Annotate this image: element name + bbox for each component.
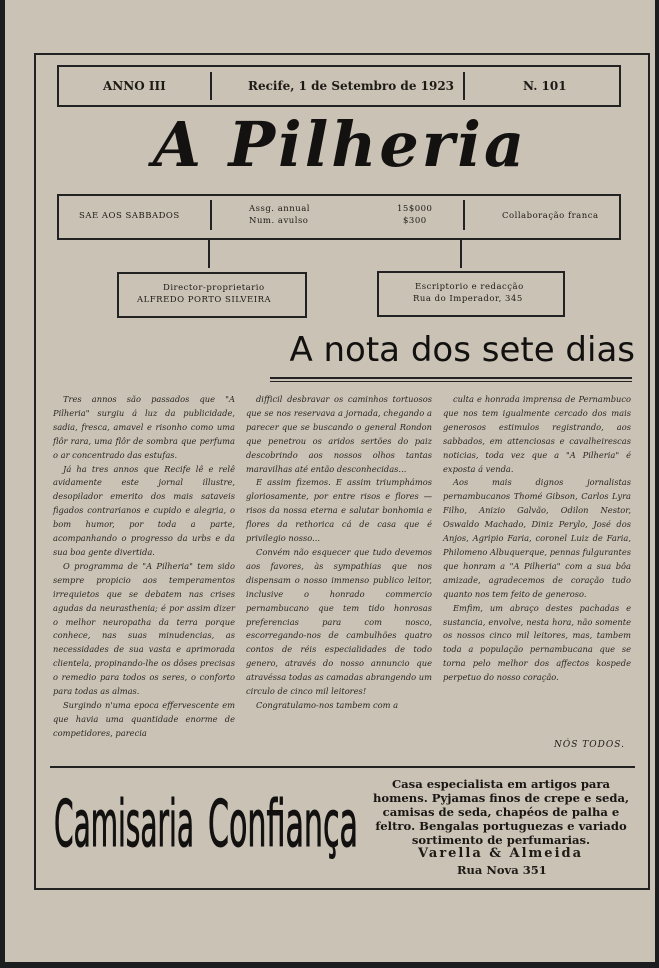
headline-rule bbox=[270, 381, 632, 382]
advertisement-firm: Varella & Almeida bbox=[418, 846, 584, 861]
date-label: Recife, 1 de Setembro de 1923 bbox=[248, 79, 455, 93]
masthead-divider bbox=[210, 72, 212, 100]
issue-number: N. 101 bbox=[523, 79, 567, 93]
headline-rule bbox=[270, 377, 632, 379]
annual-label: Assg. annual bbox=[249, 204, 310, 214]
article-column-3 bbox=[443, 393, 631, 685]
article-column-2 bbox=[246, 393, 432, 713]
newspaper-page bbox=[5, 0, 655, 962]
column-2-paragraph: Congratulamo-nos tambem com a bbox=[256, 699, 399, 710]
column-2-paragraph: Convém não esquecer que tudo devemos aos favores, às sympathias que nos dispensam o nosso immenso publico leitor, inclusive o honrado commercio pernambucano que tem tido honrosas preferencias para com nosco, escorregando-nos de cambulhões quatro contos de réis especialidades de todo genero, através do nosso annuncio que atravéssa todas as camadas abrangendo um circulo de cinco mil leitores! bbox=[246, 546, 433, 697]
column-3-paragraph: Emfim, um abraço destes pachadas e sustancia, envolve, nesta hora, não somente os nossos cinco mil leitores, mas, tambem toda a população pernambucana que se torna pelo melhor dos affectos kospede perpetuo do nosso coração. bbox=[443, 602, 631, 683]
article-headline: A nota dos sete dias bbox=[289, 330, 635, 370]
advertisement-rule bbox=[50, 766, 635, 768]
masthead-divider bbox=[463, 72, 465, 100]
publication-day: SAE AOS SABBADOS bbox=[79, 211, 180, 221]
logo-word-confianca: Confiança bbox=[208, 788, 358, 862]
column-1-paragraph: Tres annos são passados que "A Pilheria" surgiu á luz da publicidade, sadia, fresca, amavel e risonho como uma flôr rara, uma flôr de sombra que perfuma o ar concentrado das estufas. bbox=[53, 394, 235, 460]
year-label: ANNO III bbox=[103, 79, 166, 93]
office-address: Rua do Imperador, 345 bbox=[413, 294, 523, 304]
subscription-divider bbox=[463, 200, 465, 230]
issue-label: Num. avulso bbox=[249, 216, 309, 226]
newspaper-title: A Pilheria bbox=[152, 108, 528, 181]
director-role: Director-proprietario bbox=[163, 283, 265, 293]
advertisement-description: Casa especialista em artigos para homens. Pyjamas finos de crepe e seda, camisas de seda, chapéos de palha e feltro. Bengalas portuguezas e variado sortimento de perfumarias. bbox=[372, 777, 630, 847]
annual-price: 15$000 bbox=[397, 204, 433, 214]
office-role: Escriptorio e redacção bbox=[415, 282, 524, 292]
column-2-paragraph: E assim fizemos. E assim triumphámos gloriosamente, por entre risos e flores — risos da nossa eterna e salutar bonhomia e flores da rethorica cá de casa que é privilegio nosso... bbox=[246, 477, 432, 544]
column-3-paragraph: Aos mais dignos jornalistas pernambucanos Thomé Gibson, Carlos Lyra Filho, Anizio Galvão, Odilon Nestor, Oswaldo Machado, Diniz Perylo, José dos Anjos, Agripio Faria, coronel Luiz de Faria, Philomeno Albuquerque, pennas fulgurantes que honram a "A Pilheria" com a sua bôa amizade, agradecemos de coração tudo quanto nos tem feito de generoso. bbox=[443, 477, 631, 599]
column-2-paragraph: difficil desbravar os caminhos tortuosos que se nos reservava a jornada, chegando a parecer que se buscando o general Rondon que penetrou os aridos sertões do paiz descobrindo aos nossos olhos tantas maravilhas até então desconhecidas... bbox=[246, 394, 432, 474]
article-column-1 bbox=[53, 393, 235, 741]
collaboration-note: Collaboração franca bbox=[502, 211, 599, 221]
article-signature: NÓS TODOS. bbox=[554, 740, 625, 750]
advertisement-address: Rua Nova 351 bbox=[457, 863, 547, 877]
column-1-paragraph: O programma de "A Pilheria" tem sido sempre propicio aos temperamentos irrequietos que se debatem nas crises agudas da neurasthenia; é por assim dizer o melhor neuropatha da terra porque conhece, nas suas minudencias, as necessidades de sua vasta e aprimorada clientela, propinando-lhe os dôses precisas o remedio para todos os seres, o conforto para todas as almas. bbox=[53, 560, 235, 697]
director-name: ALFREDO PORTO SILVEIRA bbox=[137, 295, 272, 305]
camisaria-confianca-logo bbox=[50, 778, 360, 868]
issue-price: $300 bbox=[403, 216, 427, 226]
column-3-paragraph: culta e honrada imprensa de Pernambuco que nos tem igualmente cercado dos mais generosos estimulos registrando, aos sabbados, em attenciosas e cavalheirescas noticias, toda vez que a "A Pilheria" é exposta á venda. bbox=[443, 394, 631, 474]
connector-line bbox=[208, 238, 210, 268]
connector-line bbox=[460, 238, 462, 268]
subscription-divider bbox=[210, 200, 212, 230]
column-1-paragraph: Surgindo n'uma epoca effervescente em que havia uma quantidade enorme de competidores, parecia bbox=[53, 699, 235, 738]
column-1-paragraph: Já ha tres annos que Recife lê e relê avidamente este jornal illustre, desopilador emerito dos mais sataveis figados contrarianos e cupido e alegria, o bom humor, por toda a parte, acompanhando o progresso da urbs e da sua boa gente divertida. bbox=[53, 463, 235, 557]
logo-word-camisaria: Camisaria bbox=[54, 788, 194, 862]
